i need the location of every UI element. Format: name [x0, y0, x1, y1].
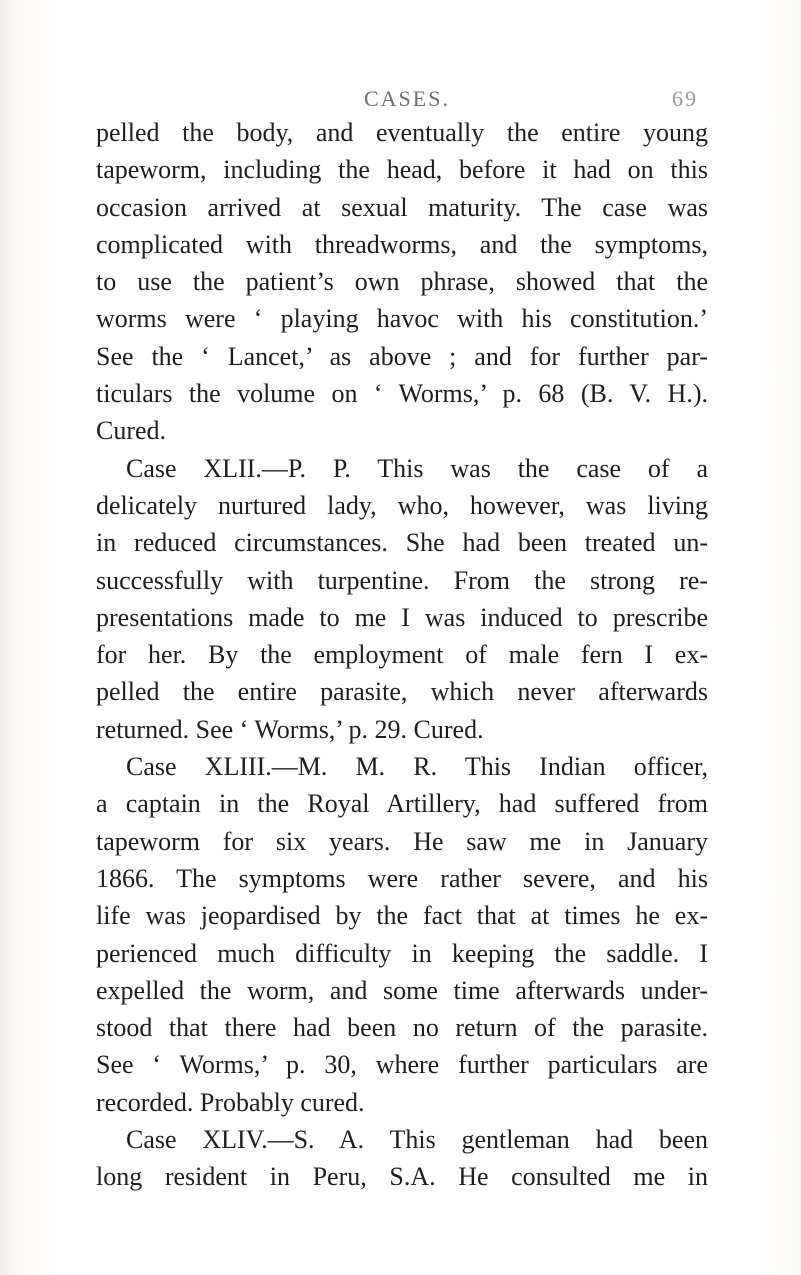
text-line: life was jeopardised by the fact that at times he ex- [96, 901, 708, 931]
text-line: expelled the worm, and some time afterwards under- [96, 975, 708, 1005]
text-line: long resident in Peru, S.A. He consulted me in [96, 1162, 708, 1192]
text-line: successfully with turpentine. From the strong re- [96, 565, 708, 595]
text-line: pelled the body, and eventually the entire young [96, 118, 708, 147]
text-line: See the ‘ Lancet,’ as above ; and for further par- [96, 341, 708, 371]
text-line: for her. By the employment of male fern I ex- [96, 640, 708, 670]
text-line: returned. See ‘ Worms,’ p. 29. Cured. [96, 714, 484, 744]
text-line: tapeworm for six years. He saw me in January [96, 826, 708, 856]
case-heading-line: Case XLIII.—M. M. R. This Indian officer, [126, 752, 708, 782]
text-line: recorded. Probably cured. [96, 1087, 365, 1117]
text-line: tapeworm, including the head, before it had on this [96, 155, 708, 185]
text-line: a captain in the Royal Artillery, had suffered from [96, 789, 708, 819]
text-line: occasion arrived at sexual maturity. The case was [96, 192, 708, 222]
case-heading-line: Case XLII.—P. P. This was the case of a [126, 453, 708, 483]
text-line: perienced much difficulty in keeping the saddle. I [96, 938, 708, 968]
text-line: in reduced circumstances. She had been treated un- [96, 528, 708, 558]
text-line: worms were ‘ playing havoc with his constitution.’ [96, 304, 708, 334]
text-line: ticulars the volume on ‘ Worms,’ p. 68 (B. V. H.). [96, 379, 708, 409]
text-line: Cured. [96, 416, 167, 446]
case-heading-line: Case XLIV.—S. A. This gentleman had been [126, 1125, 708, 1155]
text-line: presentations made to me I was induced to prescribe [96, 602, 708, 632]
body-text [96, 114, 708, 1196]
page-number: 69 [672, 86, 698, 111]
text-line: stood that there had been no return of the parasite. [96, 1013, 708, 1043]
text-line: delicately nurtured lady, who, however, was living [96, 490, 708, 520]
text-line: pelled the entire parasite, which never afterwards [96, 677, 708, 707]
running-head-title: CASES. [364, 86, 450, 111]
text-line: to use the patient’s own phrase, showed that the [96, 267, 708, 297]
text-line: 1866. The symptoms were rather severe, and his [96, 863, 708, 893]
text-line: complicated with threadworms, and the symptoms, [96, 229, 708, 259]
running-head [96, 80, 708, 114]
text-line: See ‘ Worms,’ p. 30, where further particulars are [96, 1050, 708, 1080]
